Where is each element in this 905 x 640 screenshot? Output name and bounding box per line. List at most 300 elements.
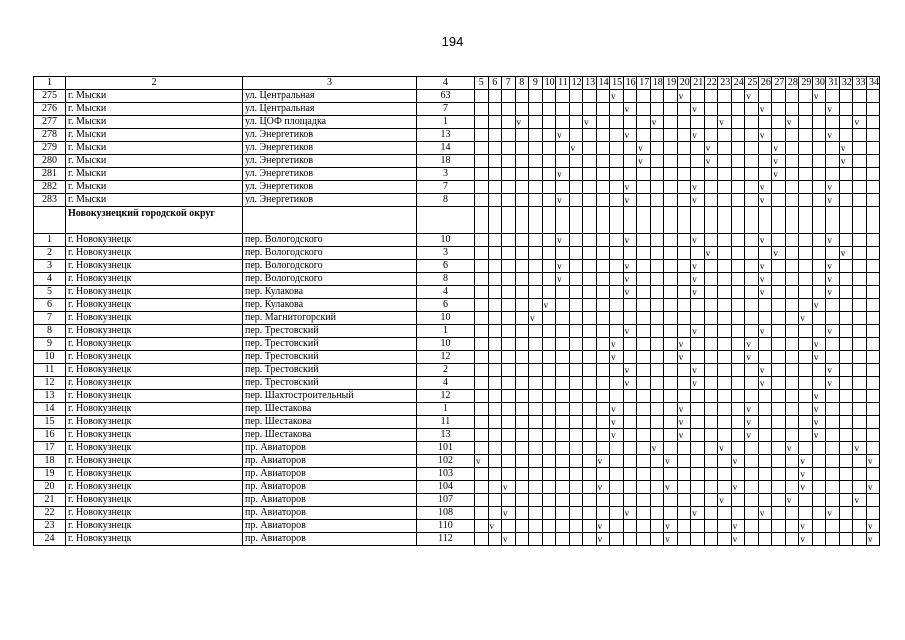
schedule-cell <box>542 129 556 142</box>
schedule-cell <box>610 286 624 299</box>
schedule-cell <box>704 247 718 260</box>
schedule-cell <box>785 234 799 247</box>
schedule-cell <box>691 494 705 507</box>
schedule-cell <box>569 168 583 181</box>
row-number: 17 <box>34 442 66 455</box>
check-mark: v <box>759 130 765 140</box>
check-mark: v <box>800 482 805 492</box>
schedule-cell <box>623 194 637 207</box>
check-mark: v <box>638 143 643 153</box>
header-cell: 32 <box>839 77 853 90</box>
schedule-cell <box>812 194 826 207</box>
schedule-cell <box>866 377 880 390</box>
schedule-cell <box>772 260 786 273</box>
schedule-cell <box>664 90 678 103</box>
check-mark: v <box>692 365 697 375</box>
schedule-cell <box>569 507 583 520</box>
schedule-cell <box>664 325 678 338</box>
schedule-cell <box>812 520 826 533</box>
schedule-cell <box>799 416 813 429</box>
schedule-cell <box>785 194 799 207</box>
schedule-cell <box>758 325 772 338</box>
schedule-cell <box>677 168 691 181</box>
schedule-cell <box>610 364 624 377</box>
schedule-cell <box>569 520 583 533</box>
schedule-cell <box>691 364 705 377</box>
schedule-cell <box>677 273 691 286</box>
schedule-cell <box>677 312 691 325</box>
house-cell: 104 <box>417 481 475 494</box>
city-cell: г. Новокузнецк <box>66 507 243 520</box>
city-cell: г. Мыски <box>66 181 243 194</box>
schedule-cell <box>718 299 732 312</box>
schedule-cell <box>853 247 867 260</box>
table-row <box>34 442 880 455</box>
schedule-cell <box>650 429 664 442</box>
check-mark: v <box>759 378 765 388</box>
schedule-cell <box>704 507 718 520</box>
schedule-cell <box>488 533 502 546</box>
check-mark: v <box>827 378 832 388</box>
city-cell: г. Новокузнецк <box>66 442 243 455</box>
schedule-cell <box>488 286 502 299</box>
schedule-cell <box>596 533 610 546</box>
schedule-cell <box>731 364 745 377</box>
schedule-cell <box>718 338 732 351</box>
schedule-cell <box>785 129 799 142</box>
row-number: 15 <box>34 416 66 429</box>
schedule-cell <box>623 481 637 494</box>
schedule-cell <box>704 142 718 155</box>
row-number: 22 <box>34 507 66 520</box>
schedule-cell <box>569 181 583 194</box>
check-mark: v <box>840 143 846 153</box>
header-cell: 10 <box>542 77 556 90</box>
schedule-cell <box>812 299 826 312</box>
schedule-cell <box>542 207 556 234</box>
check-mark: v <box>786 117 792 127</box>
schedule-cell <box>691 351 705 364</box>
schedule-cell <box>758 520 772 533</box>
table-row <box>34 338 880 351</box>
schedule-cell <box>583 312 597 325</box>
schedule-cell <box>772 129 786 142</box>
schedule-cell <box>596 181 610 194</box>
schedule-cell <box>650 520 664 533</box>
schedule-cell <box>826 351 840 364</box>
schedule-cell <box>542 442 556 455</box>
schedule-cell <box>569 390 583 403</box>
schedule-cell <box>650 338 664 351</box>
schedule-cell <box>745 142 759 155</box>
schedule-cell <box>650 325 664 338</box>
schedule-cell <box>812 364 826 377</box>
check-mark: v <box>773 169 778 179</box>
table-row <box>34 481 880 494</box>
schedule-cell <box>623 403 637 416</box>
check-mark: v <box>665 482 670 492</box>
schedule-cell <box>542 234 556 247</box>
schedule-cell <box>718 390 732 403</box>
schedule-cell <box>637 338 651 351</box>
schedule-cell <box>556 155 570 168</box>
schedule-cell <box>799 494 813 507</box>
schedule-cell <box>502 129 516 142</box>
schedule-cell <box>650 207 664 234</box>
header-cell: 20 <box>677 77 691 90</box>
schedule-cell <box>677 325 691 338</box>
table-row <box>34 377 880 390</box>
table-row <box>34 194 880 207</box>
schedule-cell <box>745 207 759 234</box>
check-mark: v <box>746 91 751 101</box>
schedule-cell <box>515 247 529 260</box>
schedule-cell <box>475 338 489 351</box>
header-cell: 29 <box>799 77 813 90</box>
schedule-cell <box>704 312 718 325</box>
city-cell: г. Мыски <box>66 129 243 142</box>
schedule-cell <box>664 533 678 546</box>
house-cell: 1 <box>417 403 475 416</box>
schedule-cell <box>799 364 813 377</box>
schedule-cell <box>529 429 543 442</box>
schedule-cell <box>731 494 745 507</box>
schedule-cell <box>866 155 880 168</box>
schedule-cell <box>745 273 759 286</box>
schedule-cell <box>785 507 799 520</box>
schedule-cell <box>488 142 502 155</box>
schedule-cell <box>691 455 705 468</box>
schedule-cell <box>556 390 570 403</box>
schedule-cell <box>704 494 718 507</box>
schedule-cell <box>772 116 786 129</box>
schedule-cell <box>515 338 529 351</box>
schedule-cell <box>853 194 867 207</box>
schedule-cell <box>677 299 691 312</box>
schedule-cell <box>475 207 489 234</box>
schedule-cell <box>785 247 799 260</box>
schedule-cell <box>623 103 637 116</box>
schedule-cell <box>758 312 772 325</box>
schedule-cell <box>569 338 583 351</box>
schedule-cell <box>718 116 732 129</box>
schedule-cell <box>758 103 772 116</box>
header-cell: 28 <box>785 77 799 90</box>
schedule-cell <box>596 260 610 273</box>
schedule-cell <box>650 312 664 325</box>
schedule-cell <box>772 403 786 416</box>
check-mark: v <box>530 313 535 323</box>
schedule-cell <box>529 533 543 546</box>
schedule-cell <box>677 507 691 520</box>
schedule-cell <box>623 364 637 377</box>
schedule-cell <box>529 168 543 181</box>
schedule-cell <box>515 155 529 168</box>
header-cell: 3 <box>243 77 417 90</box>
street-cell: пер. Трестовский <box>243 325 417 338</box>
schedule-cell <box>839 155 853 168</box>
check-mark: v <box>800 313 805 323</box>
schedule-cell <box>812 103 826 116</box>
schedule-cell <box>826 377 840 390</box>
schedule-cell <box>569 364 583 377</box>
header-cell: 5 <box>475 77 489 90</box>
schedule-cell <box>542 429 556 442</box>
schedule-cell <box>745 442 759 455</box>
schedule-cell <box>704 260 718 273</box>
schedule-cell <box>799 429 813 442</box>
schedule-cell <box>758 116 772 129</box>
schedule-cell <box>812 351 826 364</box>
schedule-cell <box>812 181 826 194</box>
schedule-cell <box>785 207 799 234</box>
schedule-cell <box>475 403 489 416</box>
schedule-cell <box>515 312 529 325</box>
schedule-cell <box>637 377 651 390</box>
check-mark: v <box>692 378 697 388</box>
schedule-cell <box>758 234 772 247</box>
schedule-cell <box>745 325 759 338</box>
schedule-cell <box>556 403 570 416</box>
schedule-cell <box>826 390 840 403</box>
schedule-cell <box>583 481 597 494</box>
header-cell: 8 <box>515 77 529 90</box>
check-mark: v <box>759 287 765 297</box>
schedule-cell <box>569 481 583 494</box>
schedule-cell <box>677 260 691 273</box>
schedule-cell <box>529 455 543 468</box>
schedule-cell <box>569 273 583 286</box>
schedule-cell <box>650 155 664 168</box>
schedule-cell <box>623 168 637 181</box>
schedule-cell <box>785 286 799 299</box>
schedule-cell <box>502 520 516 533</box>
schedule-cell <box>475 286 489 299</box>
schedule-cell <box>718 103 732 116</box>
check-mark: v <box>759 274 765 284</box>
schedule-cell <box>731 116 745 129</box>
schedule-cell <box>502 168 516 181</box>
schedule-cell <box>664 377 678 390</box>
schedule-cell <box>718 155 732 168</box>
schedule-cell <box>718 325 732 338</box>
schedule-cell <box>529 494 543 507</box>
schedule-cell <box>677 390 691 403</box>
schedule-cell <box>596 116 610 129</box>
city-cell: г. Новокузнецк <box>66 273 243 286</box>
schedule-cell <box>529 142 543 155</box>
schedule-cell <box>731 325 745 338</box>
schedule-cell <box>556 455 570 468</box>
schedule-cell <box>866 90 880 103</box>
schedule-cell <box>583 129 597 142</box>
schedule-cell <box>677 494 691 507</box>
schedule-cell <box>569 90 583 103</box>
schedule-cell <box>866 181 880 194</box>
street-cell: пр. Авиаторов <box>243 481 417 494</box>
schedule-cell <box>542 481 556 494</box>
check-mark: v <box>692 130 697 140</box>
schedule-cell <box>812 142 826 155</box>
schedule-cell <box>799 507 813 520</box>
schedule-cell <box>623 273 637 286</box>
schedule-cell <box>650 247 664 260</box>
schedule-cell <box>610 377 624 390</box>
schedule-cell <box>556 247 570 260</box>
check-mark: v <box>705 248 711 258</box>
schedule-cell <box>839 194 853 207</box>
schedule-cell <box>799 481 813 494</box>
schedule-cell <box>677 377 691 390</box>
schedule-cell <box>772 481 786 494</box>
table-row <box>34 142 880 155</box>
schedule-cell <box>650 168 664 181</box>
schedule-cell <box>839 234 853 247</box>
schedule-cell <box>731 416 745 429</box>
check-mark: v <box>611 91 616 101</box>
schedule-cell <box>799 299 813 312</box>
schedule-cell <box>502 364 516 377</box>
check-mark: v <box>651 443 657 453</box>
schedule-cell <box>610 429 624 442</box>
schedule-cell <box>718 90 732 103</box>
schedule-cell <box>866 533 880 546</box>
schedule-cell <box>596 325 610 338</box>
house-cell: 1 <box>417 116 475 129</box>
check-mark: v <box>746 417 751 427</box>
schedule-cell <box>610 116 624 129</box>
header-cell: 12 <box>569 77 583 90</box>
schedule-cell <box>623 533 637 546</box>
schedule-cell <box>596 247 610 260</box>
schedule-cell <box>556 364 570 377</box>
schedule-cell <box>731 168 745 181</box>
schedule-cell <box>610 533 624 546</box>
city-cell: г. Мыски <box>66 168 243 181</box>
schedule-cell <box>812 116 826 129</box>
check-mark: v <box>867 456 873 466</box>
schedule-cell <box>839 103 853 116</box>
schedule-cell <box>583 181 597 194</box>
schedule-cell <box>799 468 813 481</box>
schedule-cell <box>704 116 718 129</box>
check-mark: v <box>759 365 765 375</box>
row-number: 9 <box>34 338 66 351</box>
schedule-cell <box>596 90 610 103</box>
schedule-cell <box>475 90 489 103</box>
schedule-cell <box>826 442 840 455</box>
schedule-cell <box>839 116 853 129</box>
street-cell: ул. Центральная <box>243 103 417 116</box>
check-mark: v <box>570 143 576 153</box>
schedule-cell <box>488 273 502 286</box>
schedule-cell <box>758 364 772 377</box>
schedule-cell <box>529 364 543 377</box>
schedule-cell <box>718 273 732 286</box>
schedule-cell <box>731 390 745 403</box>
header-cell: 7 <box>502 77 516 90</box>
row-number: 24 <box>34 533 66 546</box>
schedule-cell <box>623 416 637 429</box>
schedule-cell <box>731 155 745 168</box>
schedule-cell <box>556 207 570 234</box>
street-cell: пер. Шестакова <box>243 429 417 442</box>
schedule-cell <box>853 207 867 234</box>
schedule-cell <box>542 273 556 286</box>
schedule-cell <box>799 90 813 103</box>
schedule-cell <box>542 416 556 429</box>
schedule-cell <box>650 181 664 194</box>
schedule-cell <box>745 181 759 194</box>
table-row <box>34 468 880 481</box>
check-mark: v <box>624 287 630 297</box>
schedule-cell <box>866 194 880 207</box>
schedule-cell <box>826 90 840 103</box>
schedule-cell <box>650 494 664 507</box>
schedule-cell <box>515 416 529 429</box>
schedule-cell <box>650 116 664 129</box>
schedule-cell <box>677 455 691 468</box>
schedule-cell <box>664 299 678 312</box>
schedule-cell <box>583 338 597 351</box>
schedule-cell <box>475 468 489 481</box>
house-cell: 108 <box>417 507 475 520</box>
schedule-cell <box>623 155 637 168</box>
street-cell: ул. Энергетиков <box>243 155 417 168</box>
schedule-cell <box>731 207 745 234</box>
schedule-cell <box>583 533 597 546</box>
schedule-cell <box>799 520 813 533</box>
schedule-cell <box>502 351 516 364</box>
house-cell: 2 <box>417 364 475 377</box>
row-number: 19 <box>34 468 66 481</box>
schedule-cell <box>704 168 718 181</box>
schedule-cell <box>799 377 813 390</box>
table-row <box>34 168 880 181</box>
schedule-cell <box>677 234 691 247</box>
schedule-cell <box>731 181 745 194</box>
city-cell: г. Новокузнецк <box>66 533 243 546</box>
schedule-cell <box>515 494 529 507</box>
schedule-cell <box>691 260 705 273</box>
header-cell: 16 <box>623 77 637 90</box>
schedule-cell <box>772 234 786 247</box>
schedule-cell <box>839 286 853 299</box>
schedule-cell <box>758 142 772 155</box>
schedule-cell <box>704 520 718 533</box>
city-cell: г. Новокузнецк <box>66 481 243 494</box>
schedule-cell <box>488 403 502 416</box>
schedule-cell <box>758 168 772 181</box>
city-cell: г. Новокузнецк <box>66 299 243 312</box>
schedule-cell <box>488 103 502 116</box>
house-cell: 63 <box>417 90 475 103</box>
schedule-cell <box>677 364 691 377</box>
schedule-cell <box>839 455 853 468</box>
schedule-cell <box>772 416 786 429</box>
schedule-cell <box>569 377 583 390</box>
schedule-cell <box>502 429 516 442</box>
schedule-cell <box>677 520 691 533</box>
schedule-cell <box>785 533 799 546</box>
schedule-cell <box>529 390 543 403</box>
schedule-cell <box>529 507 543 520</box>
schedule-cell <box>583 142 597 155</box>
schedule-cell <box>866 481 880 494</box>
schedule-cell <box>475 377 489 390</box>
schedule-cell <box>610 142 624 155</box>
schedule-cell <box>745 429 759 442</box>
